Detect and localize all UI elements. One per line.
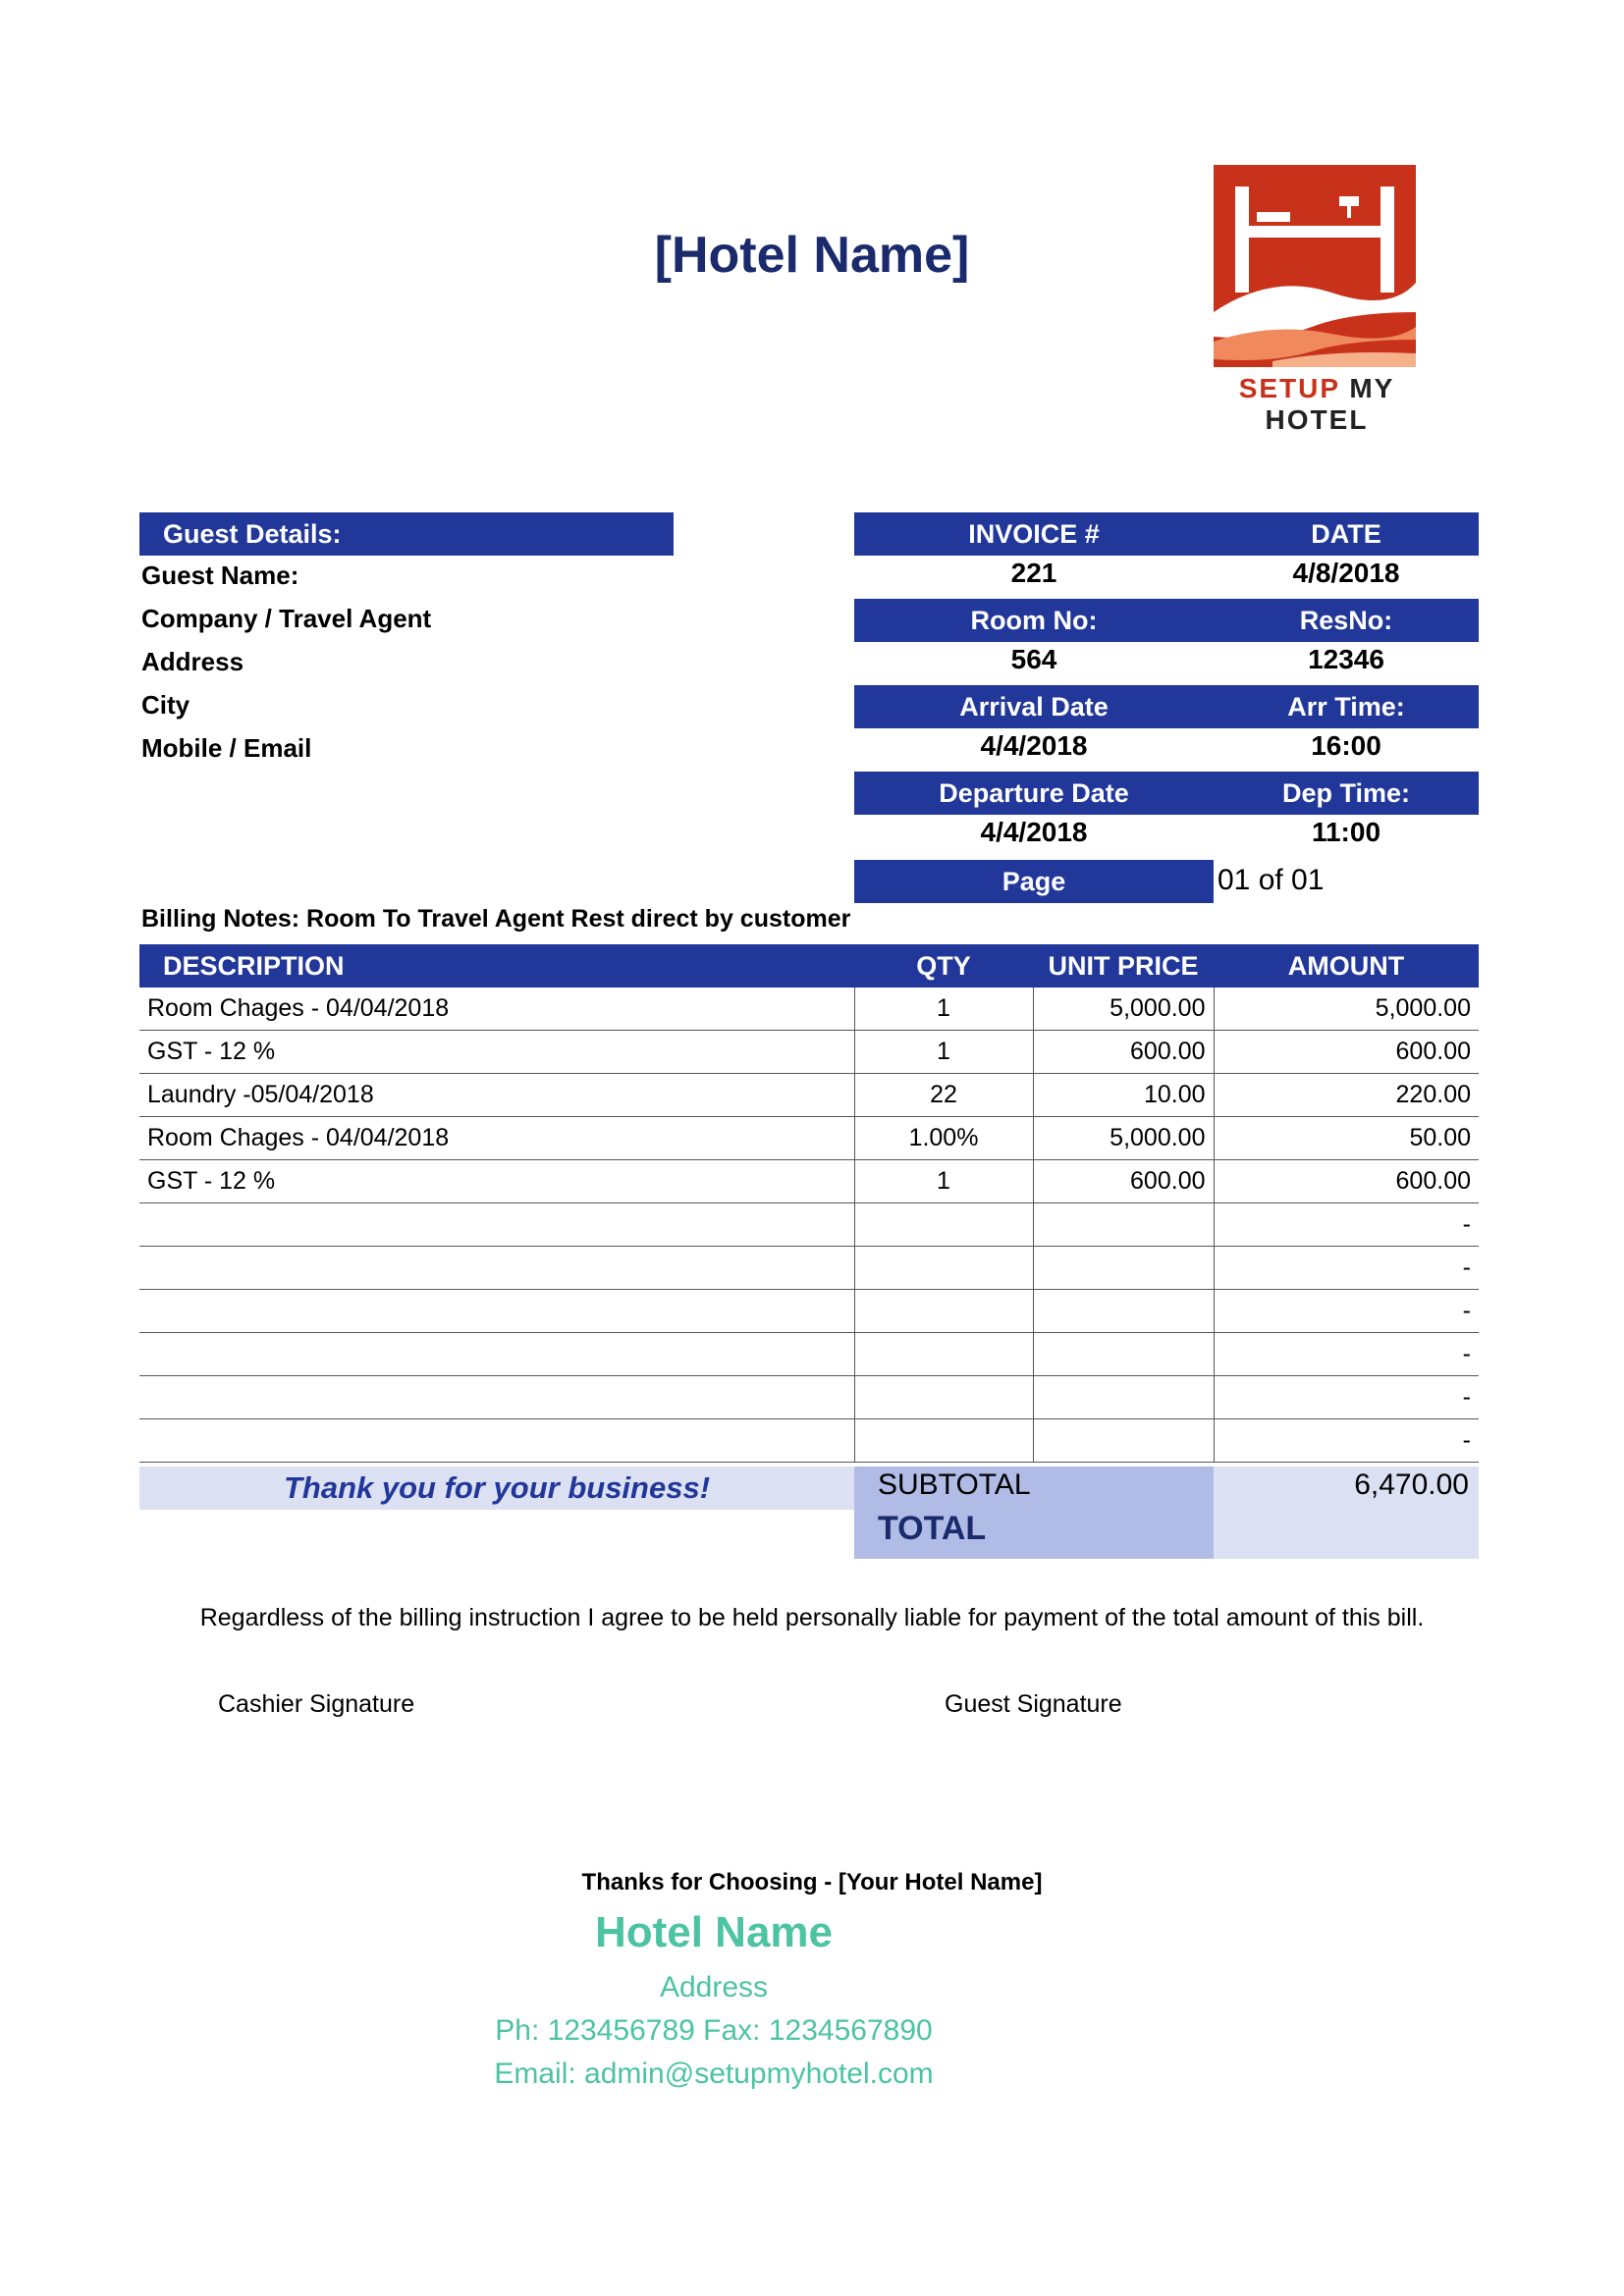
room-no-label: Room No: [854,599,1214,642]
res-no: 12346 [1308,644,1384,674]
item-qty: 1 [854,1160,1033,1203]
item-unit-price: 600.00 [1033,1160,1214,1203]
logo-text-myhotel: MY HOTEL [1265,373,1395,435]
item-qty [854,1333,1033,1376]
line-items-table [139,944,1479,1463]
invoice-date: 4/8/2018 [1292,558,1400,588]
date-label: DATE [1214,512,1479,556]
footer-thanks: Thanks for Choosing - [Your Hotel Name] [581,1869,1043,1896]
item-qty [854,1419,1033,1463]
item-unit-price [1033,1333,1214,1376]
col-header-unit-price: UNIT PRICE [1033,944,1214,988]
page-label: Page [854,860,1214,903]
page-value: 01 of 01 [1218,864,1325,896]
item-unit-price [1033,1376,1214,1419]
company-label: Company / Travel Agent [141,604,432,633]
item-unit-price: 5,000.00 [1033,988,1214,1031]
table-row [139,1376,1479,1419]
item-description: Room Chages - 04/04/2018 [139,1117,854,1160]
item-unit-price [1033,1247,1214,1290]
arr-time: 16:00 [1311,730,1381,761]
item-description [139,1376,854,1419]
billing-notes: Billing Notes: Room To Travel Agent Rest direct by customer [141,905,851,933]
footer-phone: Ph: 123456789 Fax: 1234567890 [495,2014,933,2047]
table-row [139,1419,1479,1463]
item-amount: - [1214,1333,1479,1376]
item-description [139,1333,854,1376]
item-qty [854,1203,1033,1247]
item-amount: - [1214,1290,1479,1333]
item-amount: - [1214,1376,1479,1419]
table-row [139,1290,1479,1333]
departure-date-label: Departure Date [854,772,1214,815]
item-qty: 1 [854,988,1033,1031]
hotel-name-title: [Hotel Name] [654,227,970,284]
item-qty: 22 [854,1074,1033,1117]
invoice-number-label: INVOICE # [854,512,1214,556]
item-description [139,1203,854,1247]
departure-date: 4/4/2018 [980,817,1088,847]
room-no: 564 [1010,644,1057,674]
item-amount: 50.00 [1214,1117,1479,1160]
item-qty [854,1247,1033,1290]
item-qty [854,1376,1033,1419]
arr-time-label: Arr Time: [1214,685,1479,728]
item-unit-price: 5,000.00 [1033,1117,1214,1160]
footer-address: Address [659,1971,769,2003]
item-description: Laundry -05/04/2018 [139,1074,854,1117]
dep-time-label: Dep Time: [1214,772,1479,815]
totals-value-box [1214,1467,1479,1559]
city-label: City [141,690,190,720]
table-row [139,1333,1479,1376]
item-unit-price [1033,1203,1214,1247]
cashier-signature-label: Cashier Signature [218,1690,415,1718]
guest-details-header: Guest Details: [139,512,674,556]
mobile-email-label: Mobile / Email [141,733,312,763]
table-row [139,1031,1479,1074]
item-amount: 220.00 [1214,1074,1479,1117]
item-unit-price: 10.00 [1033,1074,1214,1117]
item-amount: 600.00 [1214,1160,1479,1203]
res-no-label: ResNo: [1214,599,1479,642]
item-unit-price: 600.00 [1033,1031,1214,1074]
arrival-date-label: Arrival Date [854,685,1214,728]
item-description: Room Chages - 04/04/2018 [139,988,854,1031]
table-row [139,1247,1479,1290]
col-header-amount: AMOUNT [1214,944,1479,988]
item-unit-price [1033,1419,1214,1463]
totals-label-box [854,1467,1214,1559]
thank-you-message: Thank you for your business! [139,1467,854,1510]
invoice-number: 221 [1010,558,1057,588]
item-description: GST - 12 % [139,1160,854,1203]
col-header-qty: QTY [854,944,1033,988]
subtotal-value: 6,470.00 [1354,1468,1469,1501]
table-row [139,1203,1479,1247]
footer-email: Email: admin@setupmyhotel.com [494,2057,934,2090]
item-description [139,1247,854,1290]
liability-agreement: Regardless of the billing instruction I agree to be held personally liable for payment of the total amount of this bill. [199,1604,1425,1631]
item-amount: 5,000.00 [1214,988,1479,1031]
table-row [139,1117,1479,1160]
subtotal-label: SUBTOTAL [878,1468,1031,1501]
item-qty: 1.00% [854,1117,1033,1160]
arrival-date: 4/4/2018 [980,730,1088,761]
item-amount: 600.00 [1214,1031,1479,1074]
col-header-description: DESCRIPTION [139,944,854,988]
hotel-logo [1214,165,1420,435]
table-row [139,988,1479,1031]
dep-time: 11:00 [1311,817,1381,847]
item-description: GST - 12 % [139,1031,854,1074]
total-label: TOTAL [878,1510,987,1547]
logo-text-setup: SETUP [1238,373,1350,403]
item-unit-price [1033,1290,1214,1333]
guest-name-label: Guest Name: [141,561,299,590]
item-description [139,1419,854,1463]
item-qty: 1 [854,1031,1033,1074]
item-description [139,1290,854,1333]
table-row [139,1160,1479,1203]
footer-hotel-name: Hotel Name [594,1908,834,1956]
item-qty [854,1290,1033,1333]
table-row [139,1074,1479,1117]
guest-signature-label: Guest Signature [945,1690,1122,1718]
item-amount: - [1214,1247,1479,1290]
item-amount: - [1214,1203,1479,1247]
address-label: Address [141,647,244,676]
hotel-bed-icon [1214,165,1416,367]
item-amount: - [1214,1419,1479,1463]
